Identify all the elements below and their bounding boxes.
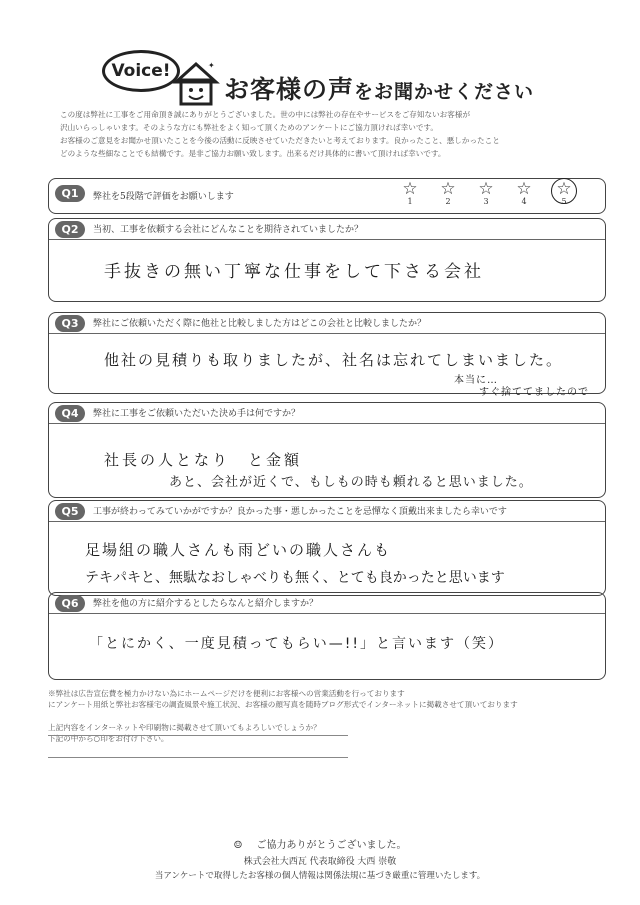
handwritten-answer: 足場組の職人さんも雨どいの職人さんも xyxy=(85,541,392,559)
rating-star-2[interactable]: ☆ 2 xyxy=(437,181,459,207)
handwritten-answer: 社長の人となり と金額 xyxy=(104,451,303,469)
page-title xyxy=(224,70,534,106)
handwritten-answer: 「とにかく、一度見積ってもらい—!!」と言います（笑） xyxy=(89,636,504,652)
title-main: お客様の声 xyxy=(224,75,355,104)
question-q5 xyxy=(48,500,606,596)
star-icon: ☆ xyxy=(440,179,456,199)
voice-badge: Voice! xyxy=(102,50,180,92)
handwritten-answer: 手抜きの無い丁寧な仕事をして下さる会社 xyxy=(104,262,484,282)
question-text: 弊社にご依頼いただく際に他社と比較しました方はどこの会社と比較しましたか？ xyxy=(93,319,427,329)
question-q1 xyxy=(48,178,606,214)
intro-line: どのような些細なことでも結構です。是非ご協力お願い致します。出来るだけ具体的に書いて頂ければ幸いです。 xyxy=(60,149,446,158)
rating-star-1[interactable]: ☆ 1 xyxy=(399,181,421,207)
question-number: Q5 xyxy=(55,503,85,520)
note-line: ※弊社は広告宣伝費を極力かけない為にホームページだけを便利にお客様への営業活動を行っております xyxy=(48,689,405,698)
selection-circle xyxy=(551,178,577,204)
smile-icon: ☺ xyxy=(233,840,243,851)
question-text: 当初、工事を依頼する会社にどんなことを期待されていましたか？ xyxy=(93,225,364,235)
question-text: 弊社に工事をご依頼いただいた決め手は何ですか？ xyxy=(93,409,301,419)
note-line: 上記内容をインターネットや印刷物に掲載させて頂いてもよろしいでしょうか？ xyxy=(48,723,321,732)
question-number: Q1 xyxy=(55,185,85,202)
note-line: 下記の中から○印をお付け下さい。 xyxy=(48,734,169,743)
question-q2 xyxy=(48,218,606,302)
star-icon: ☆ xyxy=(556,179,572,199)
house-with-face-icon xyxy=(172,58,220,108)
handwritten-answer: すぐ捨ててましたので xyxy=(479,387,589,398)
star-icon: ☆ xyxy=(516,179,532,199)
handwritten-answer: テキパキと、無駄なおしゃべりも無く、とても良かったと思います xyxy=(85,570,505,586)
note-line: にアンケート用紙と弊社お客様宅の調査風景や施工状況、お客様の顔写真を随時ブログ形式でインターネットに掲載させて頂いております xyxy=(48,700,518,709)
intro-line: この度は弊社に工事をご用命頂き誠にありがとうございました。世の中には弊社の存在やサービスをご存知ないお客様が xyxy=(60,110,471,119)
question-number: Q4 xyxy=(55,405,85,422)
question-q3 xyxy=(48,312,606,398)
handwritten-answer: あと、会社が近くで、もしもの時も頼れると思いました。 xyxy=(169,475,533,490)
footer-thanks: ☺ ご協力ありがとうございました。 xyxy=(233,840,407,851)
intro-line: お客様のご意見をお聞かせ頂いたことを今後の活動に反映させていただきたいと考えております。良かったこと、悪しかったこと xyxy=(60,136,500,145)
footer-privacy: 当アンケートで取得したお客様の個人情報は関係法規に基づき厳重に管理いたします。 xyxy=(154,871,486,881)
handwritten-answer: 本当に… xyxy=(454,375,498,386)
rating-star-5-selected[interactable]: ☆ 5 xyxy=(553,181,575,207)
question-number: Q2 xyxy=(55,221,85,238)
title-suffix: をお聞かせください xyxy=(354,81,535,103)
rating-star-3[interactable]: ☆ 3 xyxy=(475,181,497,207)
question-text: 弊社を5段階で評価をお願いします xyxy=(93,192,234,202)
question-number: Q6 xyxy=(55,595,85,612)
question-text: 弊社を他の方に紹介するとしたらなんと紹介しますか？ xyxy=(93,599,319,609)
svg-text:✦: ✦ xyxy=(208,61,215,70)
star-icon: ☆ xyxy=(478,179,494,199)
divider xyxy=(48,757,348,758)
question-q6 xyxy=(48,592,606,680)
intro-line: 沢山いらっしゃいます。そのような方にも弊社をよく知って頂くためのアンケートにご協力頂ければ幸いです。 xyxy=(60,123,439,132)
question-text: 工事が終わってみていかがですか？良かった事・悪しかったことを忌憚なく頂戴出来ましたら幸いです xyxy=(93,507,507,517)
intro-paragraph xyxy=(60,108,600,160)
divider xyxy=(48,735,348,736)
rating-star-4[interactable]: ☆ 4 xyxy=(513,181,535,207)
star-icon: ☆ xyxy=(402,179,418,199)
footer-company: 株式会社大西瓦 代表取締役 大西 崇敬 xyxy=(243,857,397,867)
handwritten-answer: 他社の見積りも取りましたが、社名は忘れてしまいました。 xyxy=(104,351,564,369)
question-number: Q3 xyxy=(55,315,85,332)
question-q4 xyxy=(48,402,606,498)
rating-stars xyxy=(393,179,603,207)
